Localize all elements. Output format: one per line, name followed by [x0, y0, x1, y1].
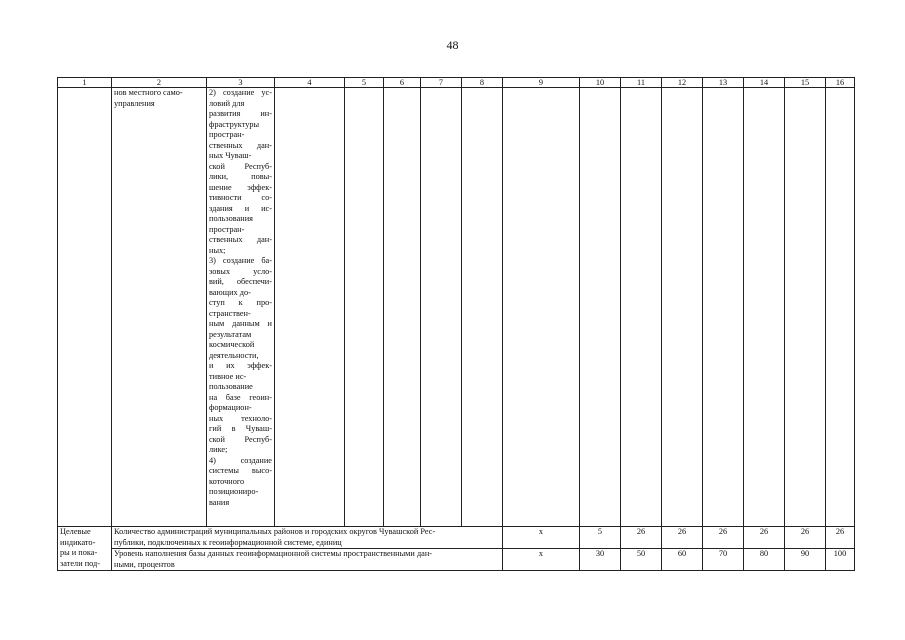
- page-number: 48: [446, 38, 459, 52]
- cell-text-line: шение эффек-: [209, 182, 272, 192]
- cell-text-line: Уровень наполнения базы данных геоинформационной системы пространственными дан-: [114, 549, 433, 558]
- cell-text-line: ных;: [209, 245, 226, 255]
- table-cell: [503, 88, 580, 527]
- cell-text-line: ской Респуб-: [209, 434, 272, 444]
- cell-text-line: лики, повы-: [209, 172, 272, 181]
- table-cell: [275, 88, 345, 527]
- cell-text-line: затели под-: [60, 558, 101, 568]
- cell-text-line: фраструктуры: [209, 119, 260, 129]
- col-header: 7: [421, 78, 462, 88]
- column-number-row: [58, 78, 855, 88]
- cell-text-line: вающих до-: [209, 287, 251, 297]
- indicator-text-cell: [112, 527, 503, 549]
- table-cell: [112, 88, 207, 527]
- cell-text-line: ственных дан-: [209, 235, 272, 244]
- col-header: 1: [58, 78, 112, 88]
- table-cell: [621, 88, 662, 527]
- cell-text-line: ными, процентов: [114, 559, 175, 569]
- cell-text-line: здания и ис-: [209, 203, 272, 213]
- indicator-value: 26: [744, 527, 785, 549]
- table-row: [58, 549, 855, 571]
- indicator-value: 90: [785, 549, 826, 571]
- table-cell: [580, 88, 621, 527]
- cell-text-line: деятельности,: [209, 350, 259, 360]
- indicator-table: [57, 77, 855, 571]
- col-header: 12: [662, 78, 703, 88]
- indicator-value: 30: [580, 549, 621, 571]
- col-header: 2: [112, 78, 207, 88]
- cell-text-line: ступ к про-: [209, 298, 272, 307]
- cell-text-line: лике;: [209, 445, 228, 454]
- cell-text-line: ры и пока-: [60, 548, 98, 557]
- col-header: 11: [621, 78, 662, 88]
- indicator-value: 26: [826, 527, 855, 549]
- col-header: 9: [503, 78, 580, 88]
- table-cell: [826, 88, 855, 527]
- cell-text-line: простран-: [209, 224, 245, 234]
- cell-text-line: тивное ис-: [209, 371, 247, 381]
- indicator-col9: х: [503, 549, 580, 571]
- cell-text-line: Количество администраций муниципальных районов и городских округов Чувашской Рес-: [114, 527, 436, 536]
- cell-text-line: вания: [209, 497, 230, 507]
- cell-text-line: ным данным и: [209, 319, 272, 328]
- indicators-label-cell: [58, 527, 112, 571]
- cell-text-line: результатам: [209, 329, 252, 339]
- col-header: 5: [345, 78, 384, 88]
- cell-text-line: ных Чуваш-: [209, 151, 252, 160]
- col-header: 13: [703, 78, 744, 88]
- indicator-value: 26: [662, 527, 703, 549]
- col-header: 8: [462, 78, 503, 88]
- table-cell: [421, 88, 462, 527]
- cell-text-line: управления: [114, 98, 155, 108]
- table-row: [58, 527, 855, 549]
- col-header: 16: [826, 78, 855, 88]
- cell-text-line: 3) создание ба-: [209, 256, 272, 265]
- cell-text-line: пользования: [209, 214, 253, 223]
- cell-text-line: 4) создание: [209, 455, 272, 465]
- cell-text-line: странствен-: [209, 308, 251, 318]
- indicator-value: 80: [744, 549, 785, 571]
- table-cell: [785, 88, 826, 527]
- cell-text-line: индикато-: [60, 537, 96, 547]
- col-header: 14: [744, 78, 785, 88]
- table-cell: [744, 88, 785, 527]
- cell-text-line: 2) создание ус-: [209, 88, 272, 97]
- goals-cell: [207, 88, 275, 527]
- cell-text-line: тивности со-: [209, 193, 272, 202]
- table-cell: [58, 88, 112, 527]
- table-cell: [462, 88, 503, 527]
- cell-text-line: ловий для: [209, 98, 245, 108]
- col-header: 6: [384, 78, 421, 88]
- indicator-value: 70: [703, 549, 744, 571]
- table-cell: [345, 88, 384, 527]
- cell-text-line: публики, подключенных к геоинформационной системе, единиц: [114, 537, 342, 547]
- cell-text-line: пользование: [209, 382, 253, 391]
- col-header: 10: [580, 78, 621, 88]
- indicator-value: 26: [621, 527, 662, 549]
- indicator-value: 5: [580, 527, 621, 549]
- table-cell: [662, 88, 703, 527]
- indicator-value: 26: [785, 527, 826, 549]
- cell-text-line: позициониро-: [209, 487, 259, 496]
- indicator-value: 60: [662, 549, 703, 571]
- table-cell: [384, 88, 421, 527]
- indicator-value: 100: [826, 549, 855, 571]
- cell-text-line: развития ин-: [209, 109, 272, 118]
- cell-text-line: ской Респуб-: [209, 161, 272, 171]
- cell-text-line: космической: [209, 340, 255, 349]
- table-row: [58, 88, 855, 527]
- cell-text-line: коточного: [209, 476, 245, 486]
- cell-text-line: нов местного само-: [114, 88, 183, 97]
- cell-text-line: зовых усло-: [209, 266, 272, 276]
- cell-text-line: системы высо-: [209, 466, 272, 475]
- cell-text-line: вий, обеспечи-: [209, 277, 272, 286]
- col-header: 4: [275, 78, 345, 88]
- col-header: 3: [207, 78, 275, 88]
- cell-text-line: простран-: [209, 130, 245, 139]
- cell-text-line: гий в Чуваш-: [209, 424, 272, 433]
- cell-text-line: формацион-: [209, 403, 252, 412]
- indicator-col9: х: [503, 527, 580, 549]
- col-header: 15: [785, 78, 826, 88]
- cell-text-line: ственных дан-: [209, 140, 272, 150]
- indicator-text-cell: [112, 549, 503, 571]
- indicator-value: 26: [703, 527, 744, 549]
- cell-text-line: ных техноло-: [209, 413, 272, 423]
- cell-text-line: и их эффек-: [209, 361, 272, 370]
- table-cell: [703, 88, 744, 527]
- cell-text-line: Целевые: [60, 527, 91, 536]
- cell-text-line: на базе геоин-: [209, 392, 272, 402]
- indicator-value: 50: [621, 549, 662, 571]
